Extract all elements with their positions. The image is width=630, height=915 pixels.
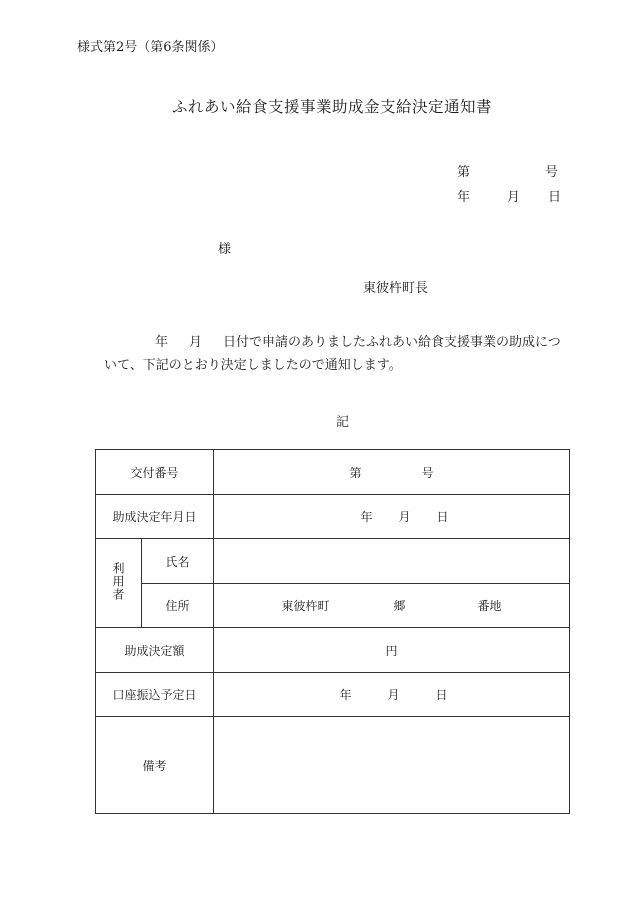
transfer-date-year: 年 bbox=[339, 688, 352, 702]
detail-table bbox=[95, 449, 570, 814]
address-lot: 番地 bbox=[477, 599, 502, 613]
row-grant-amount bbox=[96, 628, 570, 673]
row-transfer-date bbox=[96, 673, 570, 717]
decision-date-month: 月 bbox=[398, 510, 411, 524]
recipient-honorific: 様 bbox=[218, 242, 232, 257]
transfer-date-value bbox=[214, 673, 570, 717]
decision-date-label: 助成決定年月日 bbox=[96, 495, 214, 539]
ref-date-month: 月 bbox=[507, 190, 521, 205]
issuer: 東彼杵町長 bbox=[363, 281, 429, 296]
row-user-address bbox=[96, 584, 570, 628]
row-user-name bbox=[96, 539, 570, 584]
ref-date-day: 日 bbox=[548, 190, 562, 205]
transfer-date-month: 月 bbox=[387, 688, 400, 702]
transfer-date-day: 日 bbox=[435, 688, 448, 702]
address-district: 郷 bbox=[393, 599, 406, 613]
grant-amount-label: 助成決定額 bbox=[96, 628, 214, 673]
grant-number-value bbox=[214, 450, 570, 495]
decision-date-year: 年 bbox=[360, 510, 373, 524]
user-name-label: 氏名 bbox=[142, 539, 214, 584]
grant-number-label: 交付番号 bbox=[96, 450, 214, 495]
user-address-label: 住所 bbox=[142, 584, 214, 628]
user-group-label bbox=[96, 539, 142, 628]
user-address-value bbox=[214, 584, 570, 628]
grant-number-suffix: 号 bbox=[421, 465, 434, 480]
row-grant-number bbox=[96, 450, 570, 495]
body-line-1-text: 日付で申請のありましたふれあい給食支援事業の助成につ bbox=[223, 335, 561, 350]
ref-date-year: 年 bbox=[457, 190, 471, 205]
body-line-2: いて、下記のとおり決定しましたので通知します。 bbox=[104, 358, 402, 373]
ki-heading: 記 bbox=[336, 415, 350, 430]
decision-date-day: 日 bbox=[436, 510, 449, 524]
grant-amount-value bbox=[214, 628, 570, 673]
body-year: 年 bbox=[155, 335, 169, 350]
grant-amount-unit: 円 bbox=[385, 643, 398, 658]
address-town: 東彼杵町 bbox=[281, 599, 330, 613]
row-decision-date bbox=[96, 495, 570, 539]
document-title: ふれあい給食支援事業助成金支給決定通知書 bbox=[171, 98, 492, 116]
body-month: 月 bbox=[189, 335, 203, 350]
user-name-value bbox=[214, 539, 570, 584]
user-group-text: 利用者 bbox=[111, 562, 125, 601]
row-remarks bbox=[96, 717, 570, 814]
body-line-1 bbox=[155, 331, 561, 355]
grant-number-prefix: 第 bbox=[349, 465, 362, 480]
ref-number-prefix: 第 bbox=[457, 165, 471, 180]
decision-date-value bbox=[214, 495, 570, 539]
transfer-date-label: 口座振込予定日 bbox=[96, 673, 214, 717]
remarks-label: 備考 bbox=[96, 717, 214, 814]
ref-number-suffix: 号 bbox=[545, 165, 559, 180]
form-number: 様式第2号（第6条関係） bbox=[77, 40, 224, 55]
remarks-value bbox=[214, 717, 570, 814]
